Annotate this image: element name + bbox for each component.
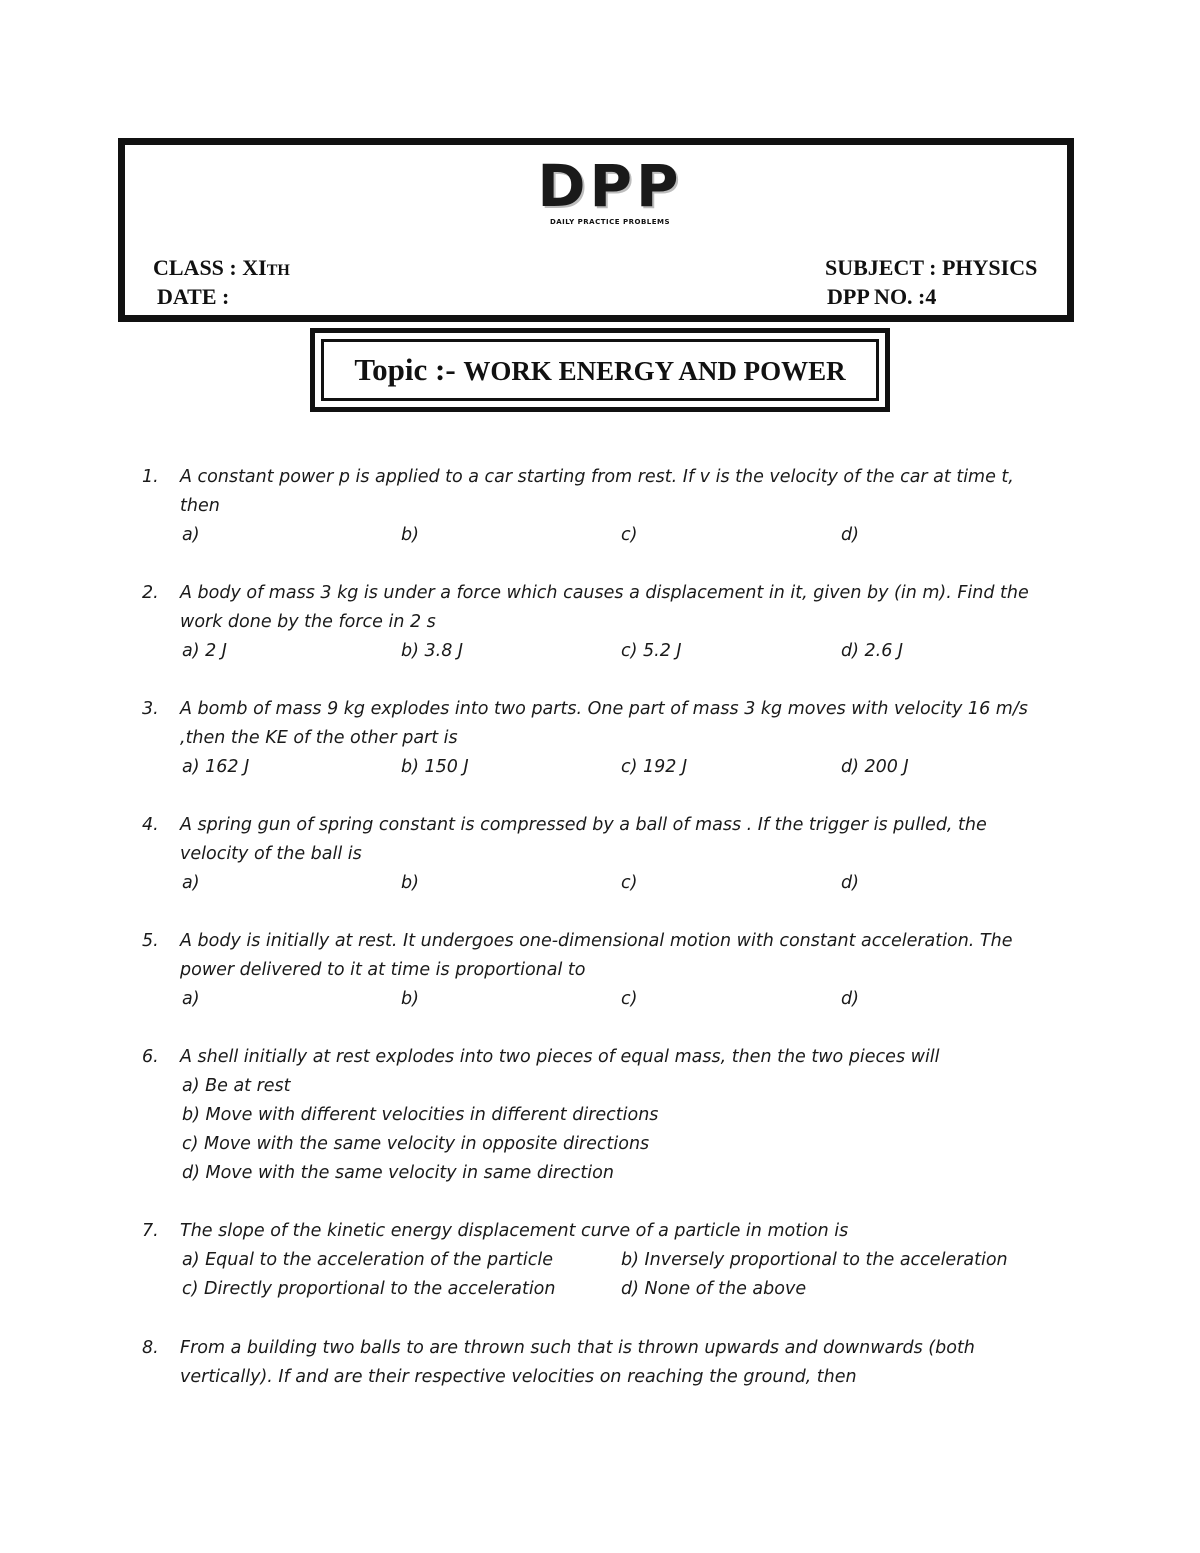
option-d: d) — [841, 873, 859, 893]
option-d: d) — [841, 525, 859, 545]
option-a: a) — [182, 525, 200, 545]
question-number: 6. — [142, 1047, 159, 1067]
option-a: a) 2 J — [182, 641, 227, 661]
question-number: 5. — [142, 931, 159, 951]
option-d: d) Move with the same velocity in same direction — [182, 1163, 614, 1183]
option-c: c) — [621, 989, 638, 1009]
option-c: c) 5.2 J — [621, 641, 682, 661]
option-b: b) Move with different velocities in different directions — [182, 1105, 659, 1125]
question-text-line: The slope of the kinetic energy displacement curve of a particle in motion is — [180, 1221, 849, 1241]
question-number: 7. — [142, 1221, 159, 1241]
question-text-line: work done by the force in 2 s — [180, 612, 436, 632]
question-text-line: velocity of the ball is — [180, 844, 362, 864]
subject-label: SUBJECT : PHYSICS — [825, 255, 1038, 280]
option-c: c) — [621, 525, 638, 545]
topic-inner-border — [321, 339, 879, 401]
question-number: 3. — [142, 699, 159, 719]
option-b: b) — [401, 989, 419, 1009]
question-text-line: ,then the KE of the other part is — [180, 728, 458, 748]
topic-prefix: Topic :- — [354, 351, 464, 387]
class-suffix: TH — [266, 262, 290, 279]
topic-box — [310, 328, 890, 412]
question-text-line: vertically). If and are their respective velocities on reaching the ground, then — [180, 1367, 857, 1387]
option-a: a) Be at rest — [182, 1076, 291, 1096]
option-b: b) Inversely proportional to the acceleration — [621, 1250, 1008, 1270]
option-d: d) 2.6 J — [841, 641, 904, 661]
topic-heading — [354, 352, 845, 389]
logo-subtitle: DAILY PRACTICE PROBLEMS — [549, 218, 671, 226]
option-d: d) 200 J — [841, 757, 909, 777]
option-c: c) Directly proportional to the acceleration — [182, 1279, 556, 1299]
option-b: b) 150 J — [401, 757, 469, 777]
option-b: b) 3.8 J — [401, 641, 464, 661]
option-d: d) — [841, 989, 859, 1009]
option-a: a) Equal to the acceleration of the particle — [182, 1250, 554, 1270]
logo-text: DPP — [537, 152, 683, 220]
question-number: 1. — [142, 467, 159, 487]
option-a: a) — [182, 873, 200, 893]
option-d: d) None of the above — [621, 1279, 807, 1299]
question-number: 4. — [142, 815, 159, 835]
question-text-line: then — [180, 496, 220, 516]
option-b: b) — [401, 525, 419, 545]
option-a: a) — [182, 989, 200, 1009]
option-a: a) 162 J — [182, 757, 250, 777]
option-b: b) — [401, 873, 419, 893]
option-c: c) 192 J — [621, 757, 688, 777]
question-number: 2. — [142, 583, 159, 603]
question-text-line: A shell initially at rest explodes into two pieces of equal mass, then the two pieces will — [180, 1047, 940, 1067]
question-text-line: From a building two balls to are thrown such that is thrown upwards and downwards (both — [180, 1338, 975, 1358]
dpp-number-label: DPP NO. :4 — [827, 284, 937, 309]
header-box — [118, 138, 1074, 322]
class-value: CLASS : XI — [153, 255, 267, 280]
question-text-line: A body of mass 3 kg is under a force which causes a displacement in it, given by (in m). Find the — [180, 583, 1029, 603]
class-label — [153, 255, 290, 284]
question-text-line: A body is initially at rest. It undergoes one-dimensional motion with constant acceleration. The — [180, 931, 1013, 951]
question-text-line: A constant power p is applied to a car starting from rest. If v is the velocity of the car at time t, — [180, 467, 1014, 487]
topic-value: WORK ENERGY AND POWER — [463, 355, 846, 386]
dpp-logo — [525, 152, 695, 237]
option-c: c) Move with the same velocity in opposite directions — [182, 1134, 650, 1154]
option-c: c) — [621, 873, 638, 893]
date-label: DATE : — [157, 284, 230, 309]
question-number: 8. — [142, 1338, 159, 1358]
question-text-line: A spring gun of spring constant is compressed by a ball of mass . If the trigger is pulled, the — [180, 815, 987, 835]
question-text-line: power delivered to it at time is proportional to — [180, 960, 586, 980]
question-text-line: A bomb of mass 9 kg explodes into two parts. One part of mass 3 kg moves with velocity 16 m/s — [180, 699, 1028, 719]
